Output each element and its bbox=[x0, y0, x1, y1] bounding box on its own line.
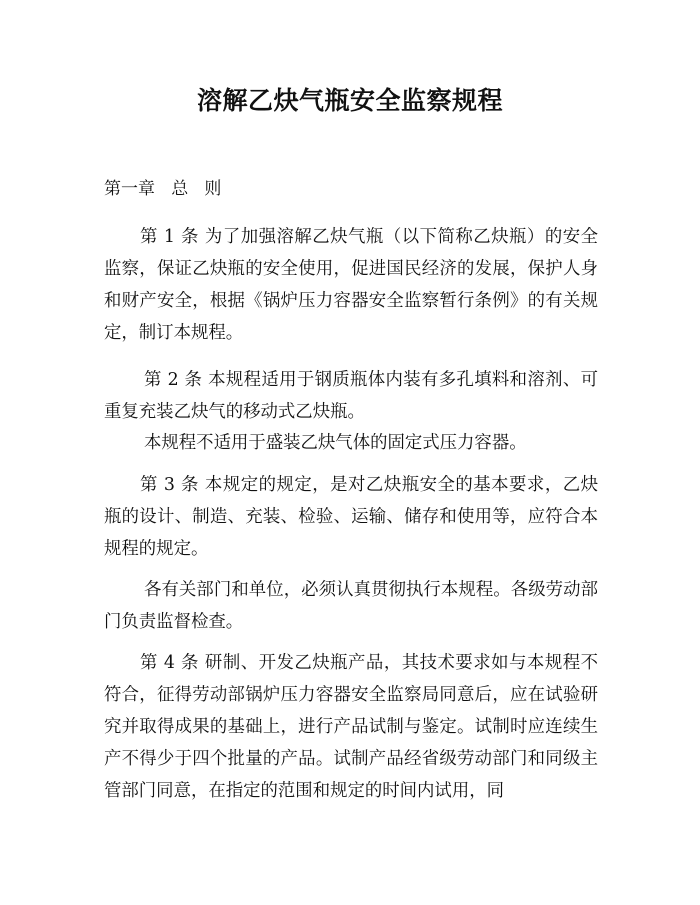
article-1-paragraph: 第 1 条 为了加强溶解乙炔气瓶（以下简称乙炔瓶）的安全监察，保证乙炔瓶的安全使用，促进国民经济的发展，保护人身和财产安全，根据《锅炉压力容器安全监察暂行条例》的有关规定，制订本规程。 bbox=[104, 227, 598, 343]
article-2-paragraph: 第 2 条 本规程适用于钢质瓶体内装有多孔填料和溶剂、可重复充装乙炔气的移动式乙炔瓶。 bbox=[104, 370, 598, 422]
document-title: 溶解乙炔气瓶安全监察规程 bbox=[196, 86, 503, 115]
chapter-heading: 第一章 总 则 bbox=[104, 179, 222, 199]
article-3-enforcement-paragraph: 各有关部门和单位，必须认真贯彻执行本规程。各级劳动部门负责监督检查。 bbox=[104, 580, 598, 632]
article-2-exclusion-paragraph: 本规程不适用于盛装乙炔气体的固定式压力容器。 bbox=[144, 433, 527, 453]
article-3-paragraph: 第 3 条 本规定的规定，是对乙炔瓶安全的基本要求，乙炔瓶的设计、制造、充装、检验、运输、储存和使用等，应符合本规程的规定。 bbox=[104, 475, 598, 559]
article-4-paragraph: 第 4 条 研制、开发乙炔瓶产品，其技术要求如与本规程不符合，征得劳动部锅炉压力容器安全监察局同意后，应在试验研究并取得成果的基础上，进行产品试制与鉴定。试制时应连续生产不得少于四个批量的产品。试制产品经省级劳动部门和同级主管部门同意，在指定的范围和规定的时间内试用，同 bbox=[104, 653, 598, 801]
